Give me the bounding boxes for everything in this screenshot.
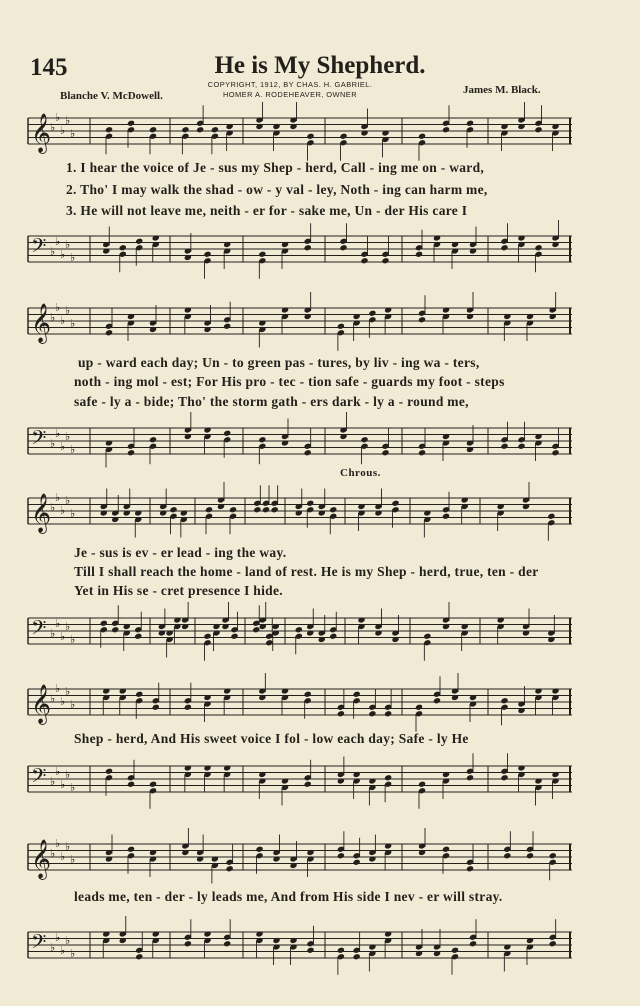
note-head: [418, 449, 426, 456]
note-head: [466, 774, 474, 781]
flat-icon: ♭: [60, 850, 66, 863]
copyright-notice: [180, 80, 400, 100]
note-head: [353, 859, 361, 866]
note-head: [134, 633, 142, 640]
copyright-line-2: HOMER A. RODEHEAVER, OWNER: [222, 90, 358, 99]
flat-icon: ♭: [70, 317, 76, 330]
flat-icon: ♭: [55, 491, 61, 504]
verse-lyric-line: up - ward each day; Un - to green pas - tures, by liv - ing wa - ters,: [78, 355, 480, 370]
verse-lyric-line: noth - ing mol - est; For His pro - tec - tion safe - guards my foot - steps: [74, 374, 505, 389]
note-head: [503, 852, 511, 859]
flat-icon: ♭: [65, 620, 71, 633]
bass-staff: [0, 612, 640, 652]
note-head: [295, 626, 303, 633]
flat-icon: ♭: [50, 245, 56, 258]
note-head: [415, 251, 423, 258]
flat-icon: ♭: [70, 633, 76, 646]
note-head: [127, 846, 135, 853]
flat-icon: ♭: [65, 840, 71, 853]
bass-clef-icon: 𝄢: [31, 616, 47, 644]
note-head: [415, 704, 423, 711]
treble-staff: [0, 492, 640, 532]
note-head: [466, 865, 474, 872]
flat-icon: ♭: [60, 695, 66, 708]
bass-staff: [0, 926, 640, 966]
note-head: [500, 697, 508, 704]
lyricist-credit: Blanche V. McDowell.: [60, 90, 163, 102]
note-head: [229, 506, 237, 513]
hymn-title: He is My Shepherd.: [214, 52, 426, 79]
note-head: [230, 633, 238, 640]
flat-icon: ♭: [70, 443, 76, 456]
note-head: [549, 852, 557, 859]
note-head: [500, 244, 508, 251]
flat-icon: ♭: [65, 685, 71, 698]
note-head: [119, 244, 127, 251]
flat-icon: ♭: [55, 682, 61, 695]
verse-lyric-line: safe - ly a - bide; Tho' the storm gath - ers dark - ly a - round me,: [74, 394, 469, 409]
note-head: [252, 626, 260, 633]
bass-clef-icon: 𝄢: [31, 764, 47, 792]
treble-clef-icon: 𝄞: [31, 493, 52, 533]
note-head: [329, 633, 337, 640]
note-head: [517, 443, 525, 450]
flat-icon: ♭: [55, 837, 61, 850]
flat-icon: ♭: [70, 251, 76, 264]
note-head: [184, 940, 192, 947]
note-head: [442, 846, 450, 853]
note-head: [223, 940, 231, 947]
note-head: [226, 865, 234, 872]
flat-icon: ♭: [50, 437, 56, 450]
flat-icon: ♭: [70, 853, 76, 866]
flat-icon: ♭: [50, 775, 56, 788]
note-head: [337, 852, 345, 859]
flat-icon: ♭: [60, 630, 66, 643]
note-head: [466, 120, 474, 127]
flat-icon: ♭: [55, 931, 61, 944]
flat-icon: ♭: [55, 301, 61, 314]
note-head: [547, 513, 555, 520]
note-head: [181, 126, 189, 133]
flat-icon: ♭: [50, 941, 56, 954]
note-head: [135, 238, 143, 245]
note-head: [381, 449, 389, 456]
flat-icon: ♭: [65, 494, 71, 507]
flat-icon: ♭: [50, 627, 56, 640]
note-head: [152, 704, 160, 711]
note-head: [360, 257, 368, 264]
flat-icon: ♭: [50, 847, 56, 860]
note-head: [360, 436, 368, 443]
note-head: [534, 244, 542, 251]
treble-clef-icon: 𝄞: [31, 684, 52, 724]
treble-clef-icon: 𝄞: [31, 113, 52, 153]
note-head: [223, 430, 231, 437]
note-head: [418, 133, 426, 140]
note-head: [339, 244, 347, 251]
flat-icon: ♭: [65, 114, 71, 127]
note-head: [368, 710, 376, 717]
note-head: [384, 774, 392, 781]
note-head: [203, 633, 211, 640]
bass-staff: [0, 422, 640, 462]
note-head: [205, 506, 213, 513]
note-head: [381, 257, 389, 264]
flat-icon: ♭: [65, 768, 71, 781]
bass-staff: [0, 230, 640, 270]
composer-credit: James M. Black.: [463, 84, 541, 96]
note-head: [111, 626, 119, 633]
note-head: [306, 500, 314, 507]
note-head: [223, 323, 231, 330]
note-head: [442, 513, 450, 520]
note-head: [306, 947, 314, 954]
flat-icon: ♭: [50, 121, 56, 134]
flat-icon: ♭: [55, 235, 61, 248]
note-head: [105, 126, 113, 133]
note-head: [135, 953, 143, 960]
treble-staff: [0, 838, 640, 878]
chorus-lyric-line: leads me, ten - der - ly leads me, And from His side I nev - er will stray.: [74, 889, 503, 904]
note-head: [500, 443, 508, 450]
note-head: [258, 251, 266, 258]
note-head: [255, 846, 263, 853]
treble-staff: [0, 302, 640, 342]
note-head: [534, 126, 542, 133]
note-head: [127, 120, 135, 127]
flat-icon: ♭: [65, 430, 71, 443]
flat-icon: ♭: [60, 440, 66, 453]
chorus-label: Chrous.: [340, 467, 381, 479]
flat-icon: ♭: [70, 698, 76, 711]
flat-icon: ♭: [50, 692, 56, 705]
note-head: [418, 781, 426, 788]
treble-clef-icon: 𝄞: [31, 839, 52, 879]
copyright-line-1: COPYRIGHT, 1912, BY CHAS. H. GABRIEL.: [207, 80, 373, 89]
flat-icon: ♭: [70, 781, 76, 794]
note-head: [368, 310, 376, 317]
bass-clef-icon: 𝄢: [31, 930, 47, 958]
flat-icon: ♭: [65, 304, 71, 317]
note-head: [100, 620, 108, 627]
flat-icon: ♭: [65, 934, 71, 947]
note-head: [253, 506, 261, 513]
note-head: [304, 781, 312, 788]
flat-icon: ♭: [60, 778, 66, 791]
chorus-lyric-line: Shep - herd, And His sweet voice I fol - low each day; Safe - ly He: [74, 731, 469, 746]
note-head: [353, 691, 361, 698]
note-head: [329, 506, 337, 513]
flat-icon: ♭: [70, 507, 76, 520]
note-head: [184, 704, 192, 711]
flat-icon: ♭: [60, 944, 66, 957]
note-head: [149, 436, 157, 443]
note-head: [196, 126, 204, 133]
flat-icon: ♭: [60, 124, 66, 137]
flat-icon: ♭: [65, 238, 71, 251]
note-head: [149, 781, 157, 788]
flat-icon: ♭: [55, 617, 61, 630]
hymn-number: 145: [30, 54, 68, 81]
flat-icon: ♭: [50, 501, 56, 514]
note-head: [149, 126, 157, 133]
note-head: [551, 449, 559, 456]
note-head: [526, 852, 534, 859]
note-head: [500, 774, 508, 781]
note-head: [127, 449, 135, 456]
note-head: [442, 126, 450, 133]
note-head: [258, 436, 266, 443]
treble-staff: [0, 112, 640, 152]
note-head: [423, 633, 431, 640]
note-head: [469, 940, 477, 947]
flat-icon: ♭: [70, 947, 76, 960]
note-head: [391, 500, 399, 507]
note-head: [418, 316, 426, 323]
bass-clef-icon: 𝄢: [31, 426, 47, 454]
verse-lyric-line: 2. Tho' I may walk the shad - ow - y val - ley, Noth - ing can harm me,: [66, 182, 488, 197]
flat-icon: ♭: [60, 314, 66, 327]
note-head: [265, 639, 273, 646]
note-head: [203, 251, 211, 258]
note-head: [306, 133, 314, 140]
verse-lyric-line: Je - sus is ev - er lead - ing the way.: [74, 545, 287, 560]
flat-icon: ♭: [55, 765, 61, 778]
bass-staff: [0, 760, 640, 800]
flat-icon: ♭: [60, 504, 66, 517]
note-head: [262, 506, 270, 513]
note-head: [337, 710, 345, 717]
note-head: [339, 133, 347, 140]
bass-clef-icon: 𝄢: [31, 234, 47, 262]
flat-icon: ♭: [55, 427, 61, 440]
note-head: [105, 329, 113, 336]
note-head: [169, 506, 177, 513]
verse-lyric-line: Yet in His se - cret presence I hide.: [74, 583, 283, 598]
note-head: [337, 323, 345, 330]
treble-clef-icon: 𝄞: [31, 303, 52, 343]
note-head: [549, 940, 557, 947]
note-head: [304, 244, 312, 251]
flat-icon: ♭: [55, 111, 61, 124]
note-head: [337, 947, 345, 954]
flat-icon: ♭: [70, 127, 76, 140]
note-head: [433, 697, 441, 704]
note-head: [451, 947, 459, 954]
note-head: [127, 781, 135, 788]
flat-icon: ♭: [60, 248, 66, 261]
note-head: [105, 768, 113, 775]
note-head: [211, 126, 219, 133]
verse-lyric-line: 1. I hear the voice of Je - sus my Shep - herd, Call - ing me on - ward,: [66, 160, 485, 175]
flat-icon: ♭: [50, 311, 56, 324]
note-head: [304, 449, 312, 456]
treble-staff: [0, 683, 640, 723]
verse-lyric-line: 3. He will not leave me, neith - er for - sake me, Un - der His care I: [66, 203, 468, 218]
note-head: [304, 691, 312, 698]
note-head: [135, 691, 143, 698]
note-head: [271, 506, 279, 513]
note-head: [353, 953, 361, 960]
verse-lyric-line: Till I shall reach the home - land of rest. He is my Shep - herd, true, ten - der: [74, 564, 539, 579]
note-head: [384, 710, 392, 717]
